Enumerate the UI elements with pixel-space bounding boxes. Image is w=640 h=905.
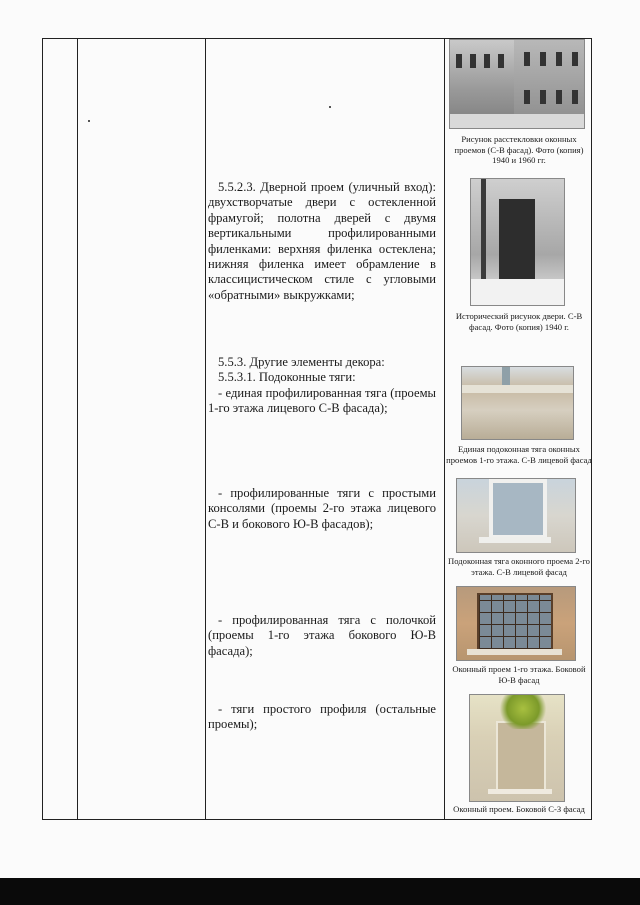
decor-item-2: - профилированные тяги с простыми консолями (проемы 2-го этажа лицевого С-В и бокового Ю-В фасадов);	[208, 486, 436, 531]
door-description	[208, 180, 436, 303]
decor-item-1: - единая профилированная тяга (проемы 1-го этажа лицевого С-В фасада);	[208, 385, 436, 416]
caption-photo3: Единая подоконная тяга оконных проемов 1-го этажа. С-В лицевой фасад	[446, 444, 592, 465]
caption-photo1: Рисунок расстекловки оконных проемов (С-В фасад). Фото (копия) 1940 и 1960 гг.	[454, 134, 584, 166]
photo-window-1st-floor	[456, 586, 576, 661]
scan-bottom-bar	[0, 878, 640, 905]
photo-door	[470, 178, 565, 306]
scan-speck	[329, 106, 331, 108]
photo-window-glazing	[449, 39, 585, 129]
caption-photo4: Подоконная тяга оконного проема 2-го этажа. С-В лицевой фасад	[448, 556, 590, 577]
caption-photo5: Оконный проем 1-го этажа. Боковой Ю-В фасад	[452, 664, 586, 685]
decor-section	[208, 355, 436, 417]
decor-heading: 5.5.3. Другие элементы декора:	[218, 355, 385, 369]
caption-photo6: Оконный проем. Боковой С-З фасад	[453, 804, 585, 814]
scan-speck	[88, 120, 90, 122]
photo-window-side-facade	[469, 694, 565, 802]
column-divider-1	[77, 38, 78, 820]
door-paragraph: 5.5.2.3. Дверной проем (уличный вход): двухстворчатые двери с остекленной фрамугой; полотна дверей с двумя вертикальными профилированными филенками: верхняя филенка остеклена; нижняя филенка имеет обрамление в классицистическом стиле с угловыми «обратными» выкружками;	[208, 180, 436, 302]
decor-item-2-block	[208, 486, 436, 532]
decor-subheading: 5.5.3.1. Подоконные тяги:	[218, 370, 356, 385]
photo-sill-band-1	[461, 366, 574, 440]
photo-sill-band-2	[456, 478, 576, 553]
decor-item-4: - тяги простого профиля (остальные проемы);	[208, 702, 436, 732]
decor-item-4-block	[208, 702, 436, 733]
column-divider-2	[205, 38, 206, 820]
decor-item-3-block	[208, 613, 436, 659]
caption-photo2: Исторический рисунок двери. С-В фасад. Фото (копия) 1940 г.	[455, 311, 583, 332]
column-divider-3	[444, 38, 445, 820]
decor-item-3: - профилированная тяга с полочкой (проемы 1-го этажа бокового Ю-В фасада);	[208, 613, 436, 658]
